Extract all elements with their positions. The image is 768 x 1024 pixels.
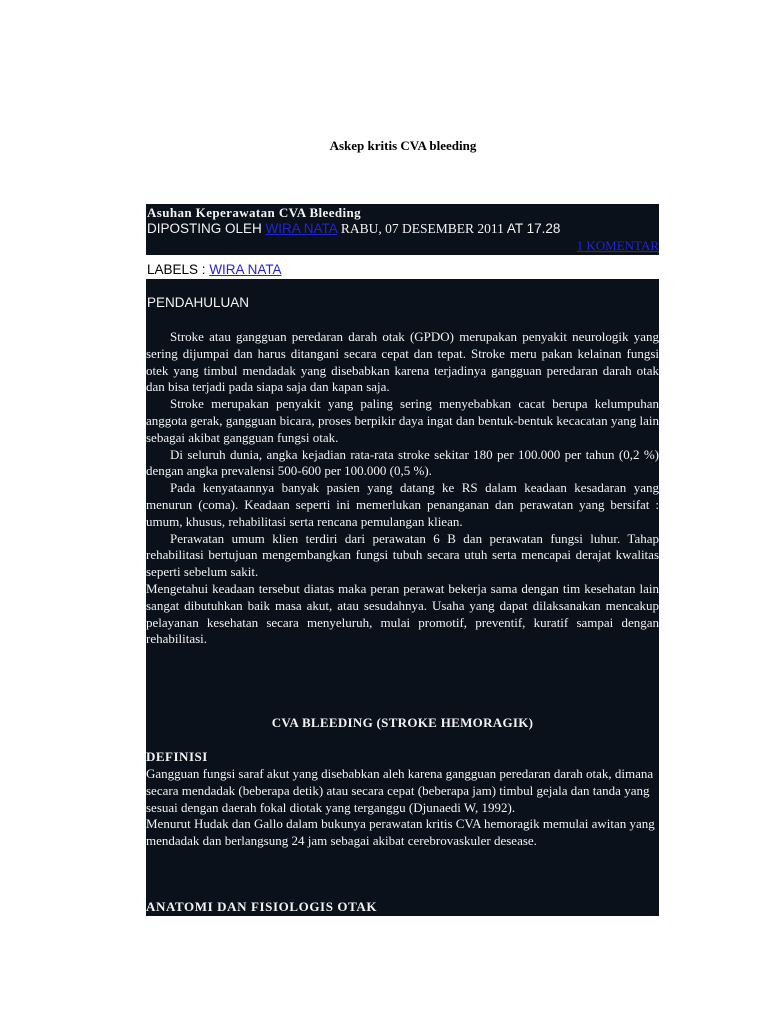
intro-paragraph: Mengetahui keadaan tersebut diatas maka peran perawat bekerja sama dengan tim kesehatan lain sangat dibutuhkan baik masa akut, atau sesudahnya. Usaha yang dapat dilaksanakan mencakup pelayanan kesehatan secara menyeluruh, mulai promotif, preventif, kuratif sampai dengan rehabilitasi. (146, 580, 659, 647)
post-time: AT 17.28 (506, 221, 561, 236)
post-title: Asuhan Keperawatan CVA Bleeding (147, 205, 362, 220)
posted-by-label: DIPOSTING OLEH (147, 221, 262, 236)
cva-heading: CVA BLEEDING (STROKE HEMORAGIK) (271, 715, 534, 730)
author-link[interactable]: WIRA NATA (265, 221, 338, 236)
definition-text (146, 766, 659, 850)
post-meta (147, 221, 560, 237)
definition-paragraph: Gangguan fungsi saraf akut yang disebabkan aleh karena gangguan peredaran darah otak, dimana secara mendadak (beberapa detik) atau secara cepat (beberapa jam) timbul gejala dan tanda yang sesuai dengan daerah fokal diotak yang terganggu (Djunaedi W, 1992). (146, 766, 654, 815)
anatomy-heading: ANATOMI DAN FISIOLOGIS OTAK (146, 899, 378, 914)
intro-paragraph: Pada kenyataannya banyak pasien yang datang ke RS dalam keadaan kesadaran yang menurun (coma). Keadaan seperti ini memerlukan penanganan dan perawatan yang bersifat : umum, khusus, rehabilitasi serta rencana pemulangan kliean. (146, 480, 659, 529)
intro-paragraph: Di seluruh dunia, angka kejadian rata-rata stroke sekitar 180 per 100.000 per tahun (0,2 %) dengan angka prevalensi 500-600 per 100.000 (0,5 %). (146, 446, 659, 479)
intro-text (146, 329, 659, 648)
intro-paragraph: Stroke atau gangguan peredaran darah otak (GPDO) merupakan penyakit neurologik yang sering dijumpai dan harus ditangani secara cepat dan tepat. Stroke meru pakan kelainan fungsi otek yang timbul mendadak yang disebabkan karena terjadinya gangguan peredaran darah otak dan bisa terjadi pada siapa saja dan kapan saja. (146, 329, 659, 395)
post-body (146, 279, 659, 916)
definition-heading: DEFINISI (146, 749, 208, 764)
post-date: RABU, 07 DESEMBER 2011 (340, 221, 504, 236)
document-title: Askep kritis CVA bleeding (329, 138, 477, 153)
intro-paragraph: Stroke merupakan penyakit yang paling sering menyebabkan cacat berupa kelumpuhan anggota gerak, gangguan bicara, proses berpikir daya ingat dan bentuk-bentuk kecacatan yang lain sebagai akibat gangguan fungsi otak. (146, 396, 659, 445)
intro-paragraph: Perawatan umum klien terdiri dari perawatan 6 B dan perawatan fungsi luhur. Tahap rehabilitasi bertujuan mengembangkan fungsi tubuh secara utuh serta mencapai derajat kwalitas seperti sebelum sakit. (146, 530, 659, 580)
post-header (146, 204, 659, 255)
definition-paragraph: Menurut Hudak dan Gallo dalam bukunya perawatan kritis CVA hemoragik memulai awitan yang mendadak dan berlangsung 24 jam sebagai akibat cerebrovaskuler desease. (146, 816, 655, 849)
labels-prefix: LABELS : (147, 262, 206, 277)
label-link-wira-nata[interactable]: WIRA NATA (209, 262, 282, 277)
comments-link[interactable]: 1 KOMENTAR (576, 238, 659, 253)
labels-row (147, 262, 282, 277)
intro-heading: PENDAHULUAN (147, 295, 250, 310)
